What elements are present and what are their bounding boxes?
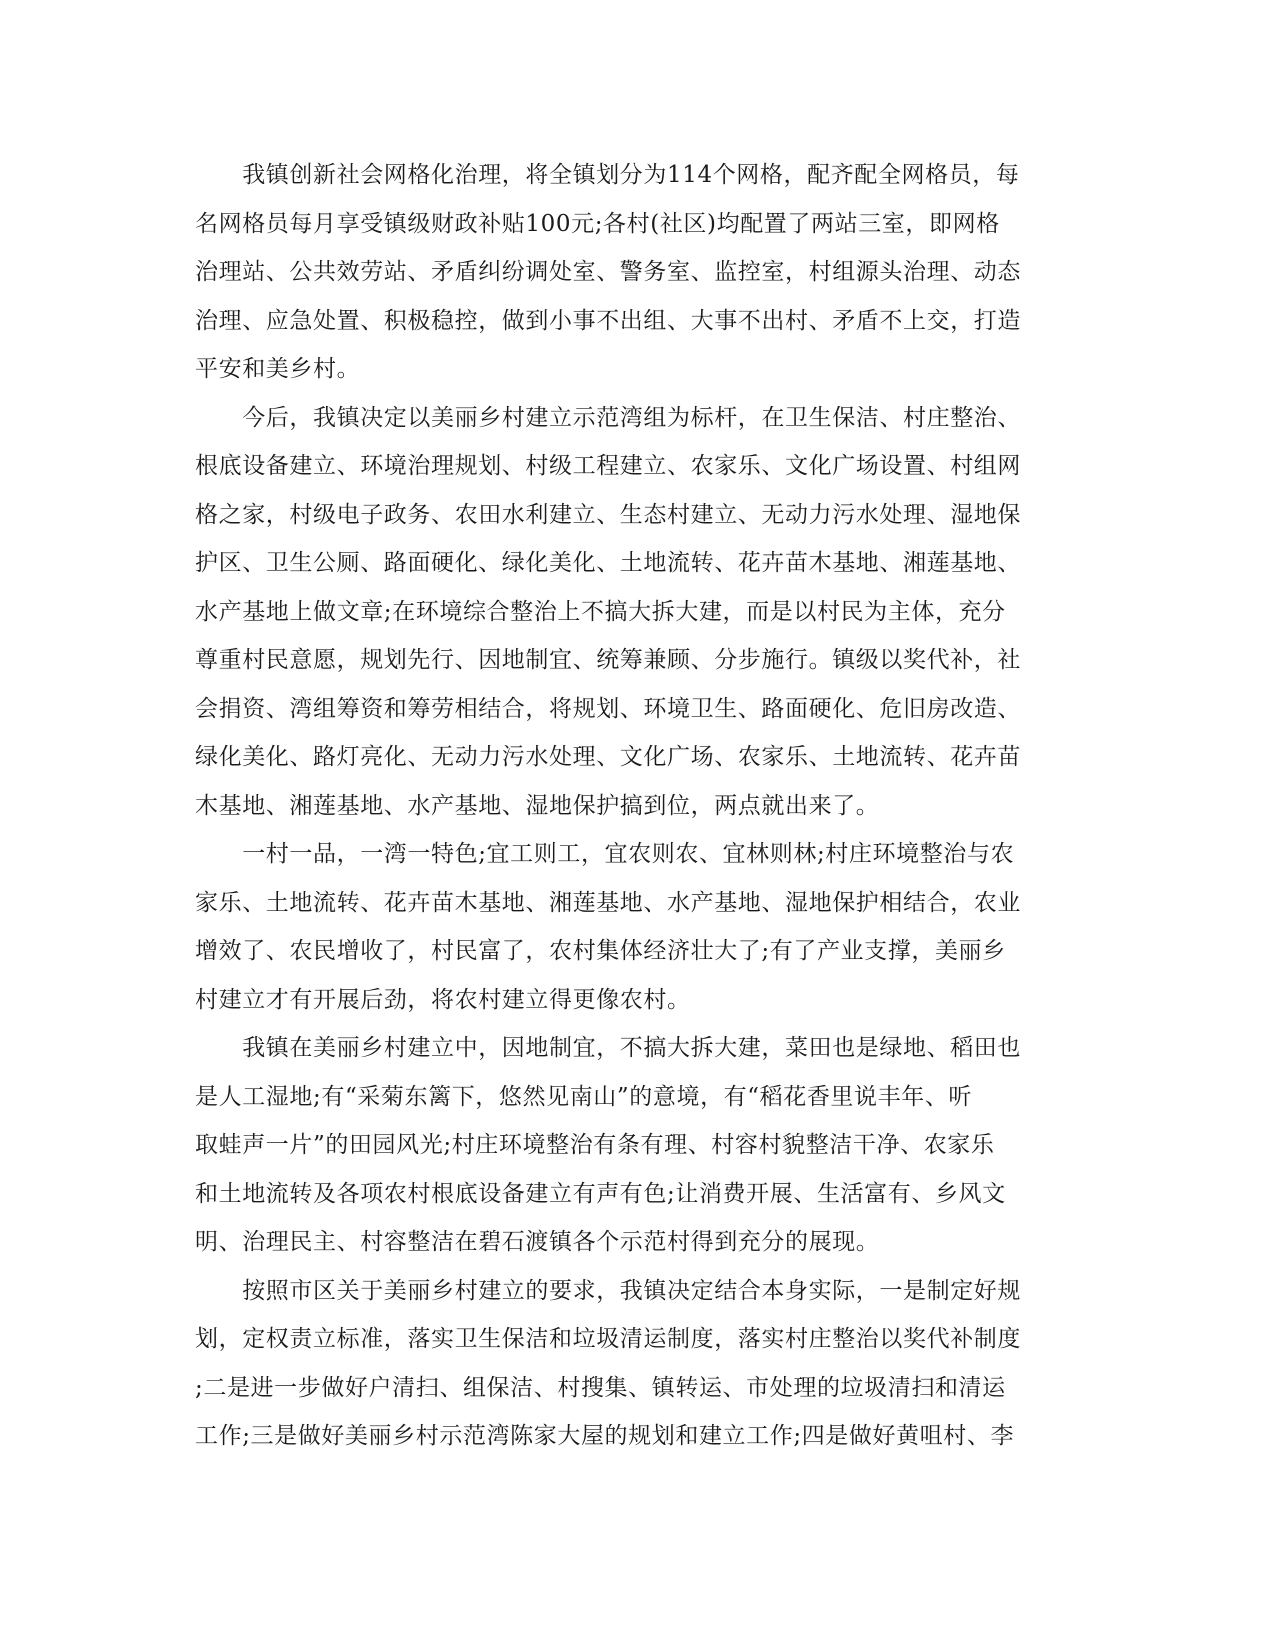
text-line: 根底设备建立、环境治理规划、村级工程建立、农家乐、文化广场设置、村组网 bbox=[195, 453, 1021, 479]
text-line: 名网格员每月享受镇级财政补贴100元;各村(社区)均配置了两站三室，即网格 bbox=[195, 210, 1000, 237]
text-line: 工作;三是做好美丽乡村示范湾陈家大屋的规划和建立工作;四是做好黄咀村、李 bbox=[195, 1423, 1015, 1449]
text-line: 会捐资、湾组筹资和筹劳相结合，将规划、环境卫生、路面硬化、危旧房改造、 bbox=[195, 695, 1021, 722]
text-line: 平安和美乡村。 bbox=[195, 356, 361, 382]
paragraph-3 bbox=[195, 830, 1065, 1024]
text-line: 和土地流转及各项农村根底设备建立有声有色;让消费开展、生活富有、乡风文 bbox=[195, 1180, 1006, 1207]
text-line: 按照市区关于美丽乡村建立的要求，我镇决定结合本身实际，一是制定好规 bbox=[195, 1277, 1021, 1304]
text-line: 增效了、农民增收了，村民富了，农村集体经济壮大了;有了产业支撑，美丽乡 bbox=[195, 938, 1006, 964]
text-line: 取蛙声一片”的田园风光;村庄环境整治有条有理、村容村貌整洁干净、农家乐 bbox=[195, 1132, 995, 1158]
text-line: 一村一品，一湾一特色;宜工则工，宜农则农、宜林则林;村庄环境整治与农 bbox=[195, 841, 1015, 867]
paragraph-4 bbox=[195, 1024, 1065, 1267]
text-line: 木基地、湘莲基地、水产基地、湿地保护搞到位，两点就出来了。 bbox=[195, 792, 880, 819]
text-line: 尊重村民意愿，规划先行、因地制宜、统筹兼顾、分步施行。镇级以奖代补，社 bbox=[195, 647, 1021, 673]
text-line: 家乐、土地流转、花卉苗木基地、湘莲基地、水产基地、湿地保护相结合，农业 bbox=[195, 889, 1021, 916]
paragraph-1 bbox=[195, 151, 1065, 394]
body-text bbox=[195, 151, 1065, 1461]
text-line: 治理、应急处置、积极稳控，做到小事不出组、大事不出村、矛盾不上交，打造 bbox=[195, 307, 1021, 334]
text-line: ;二是进一步做好户清扫、组保洁、村搜集、镇转运、市处理的垃圾清扫和清运 bbox=[195, 1374, 1006, 1401]
paragraph-2 bbox=[195, 394, 1065, 831]
text-line: 村建立才有开展后劲，将农村建立得更像农村。 bbox=[195, 986, 691, 1013]
text-line: 我镇创新社会网格化治理，将全镇划分为114个网格，配齐配全网格员，每 bbox=[195, 162, 1020, 188]
paragraph-5 bbox=[195, 1267, 1065, 1461]
text-line: 我镇在美丽乡村建立中，因地制宜，不搞大拆大建，菜田也是绿地、稻田也 bbox=[195, 1035, 1021, 1061]
text-line: 治理站、公共效劳站、矛盾纠纷调处室、警务室、监控室，村组源头治理、动态 bbox=[195, 259, 1021, 285]
text-line: 今后，我镇决定以美丽乡村建立示范湾组为标杆，在卫生保洁、村庄整治、 bbox=[195, 404, 1021, 431]
text-line: 护区、卫生公厕、路面硬化、绿化美化、土地流转、花卉苗木基地、湘莲基地、 bbox=[195, 550, 1021, 576]
text-line: 划，定权责立标准，落实卫生保洁和垃圾清运制度，落实村庄整治以奖代补制度 bbox=[195, 1326, 1021, 1352]
text-line: 格之家，村级电子政务、农田水利建立、生态村建立、无动力污水处理、湿地保 bbox=[195, 501, 1021, 528]
text-line: 是人工湿地;有“采菊东篱下，悠然见南山”的意境，有“稻花香里说丰年、听 bbox=[195, 1083, 973, 1110]
text-line: 水产基地上做文章;在环境综合整治上不搞大拆大建，而是以村民为主体，充分 bbox=[195, 598, 1006, 625]
text-line: 明、治理民主、村容整洁在碧石渡镇各个示范村得到充分的展现。 bbox=[195, 1229, 880, 1255]
text-line: 绿化美化、路灯亮化、无动力污水处理、文化广场、农家乐、土地流转、花卉苗 bbox=[195, 744, 1021, 770]
